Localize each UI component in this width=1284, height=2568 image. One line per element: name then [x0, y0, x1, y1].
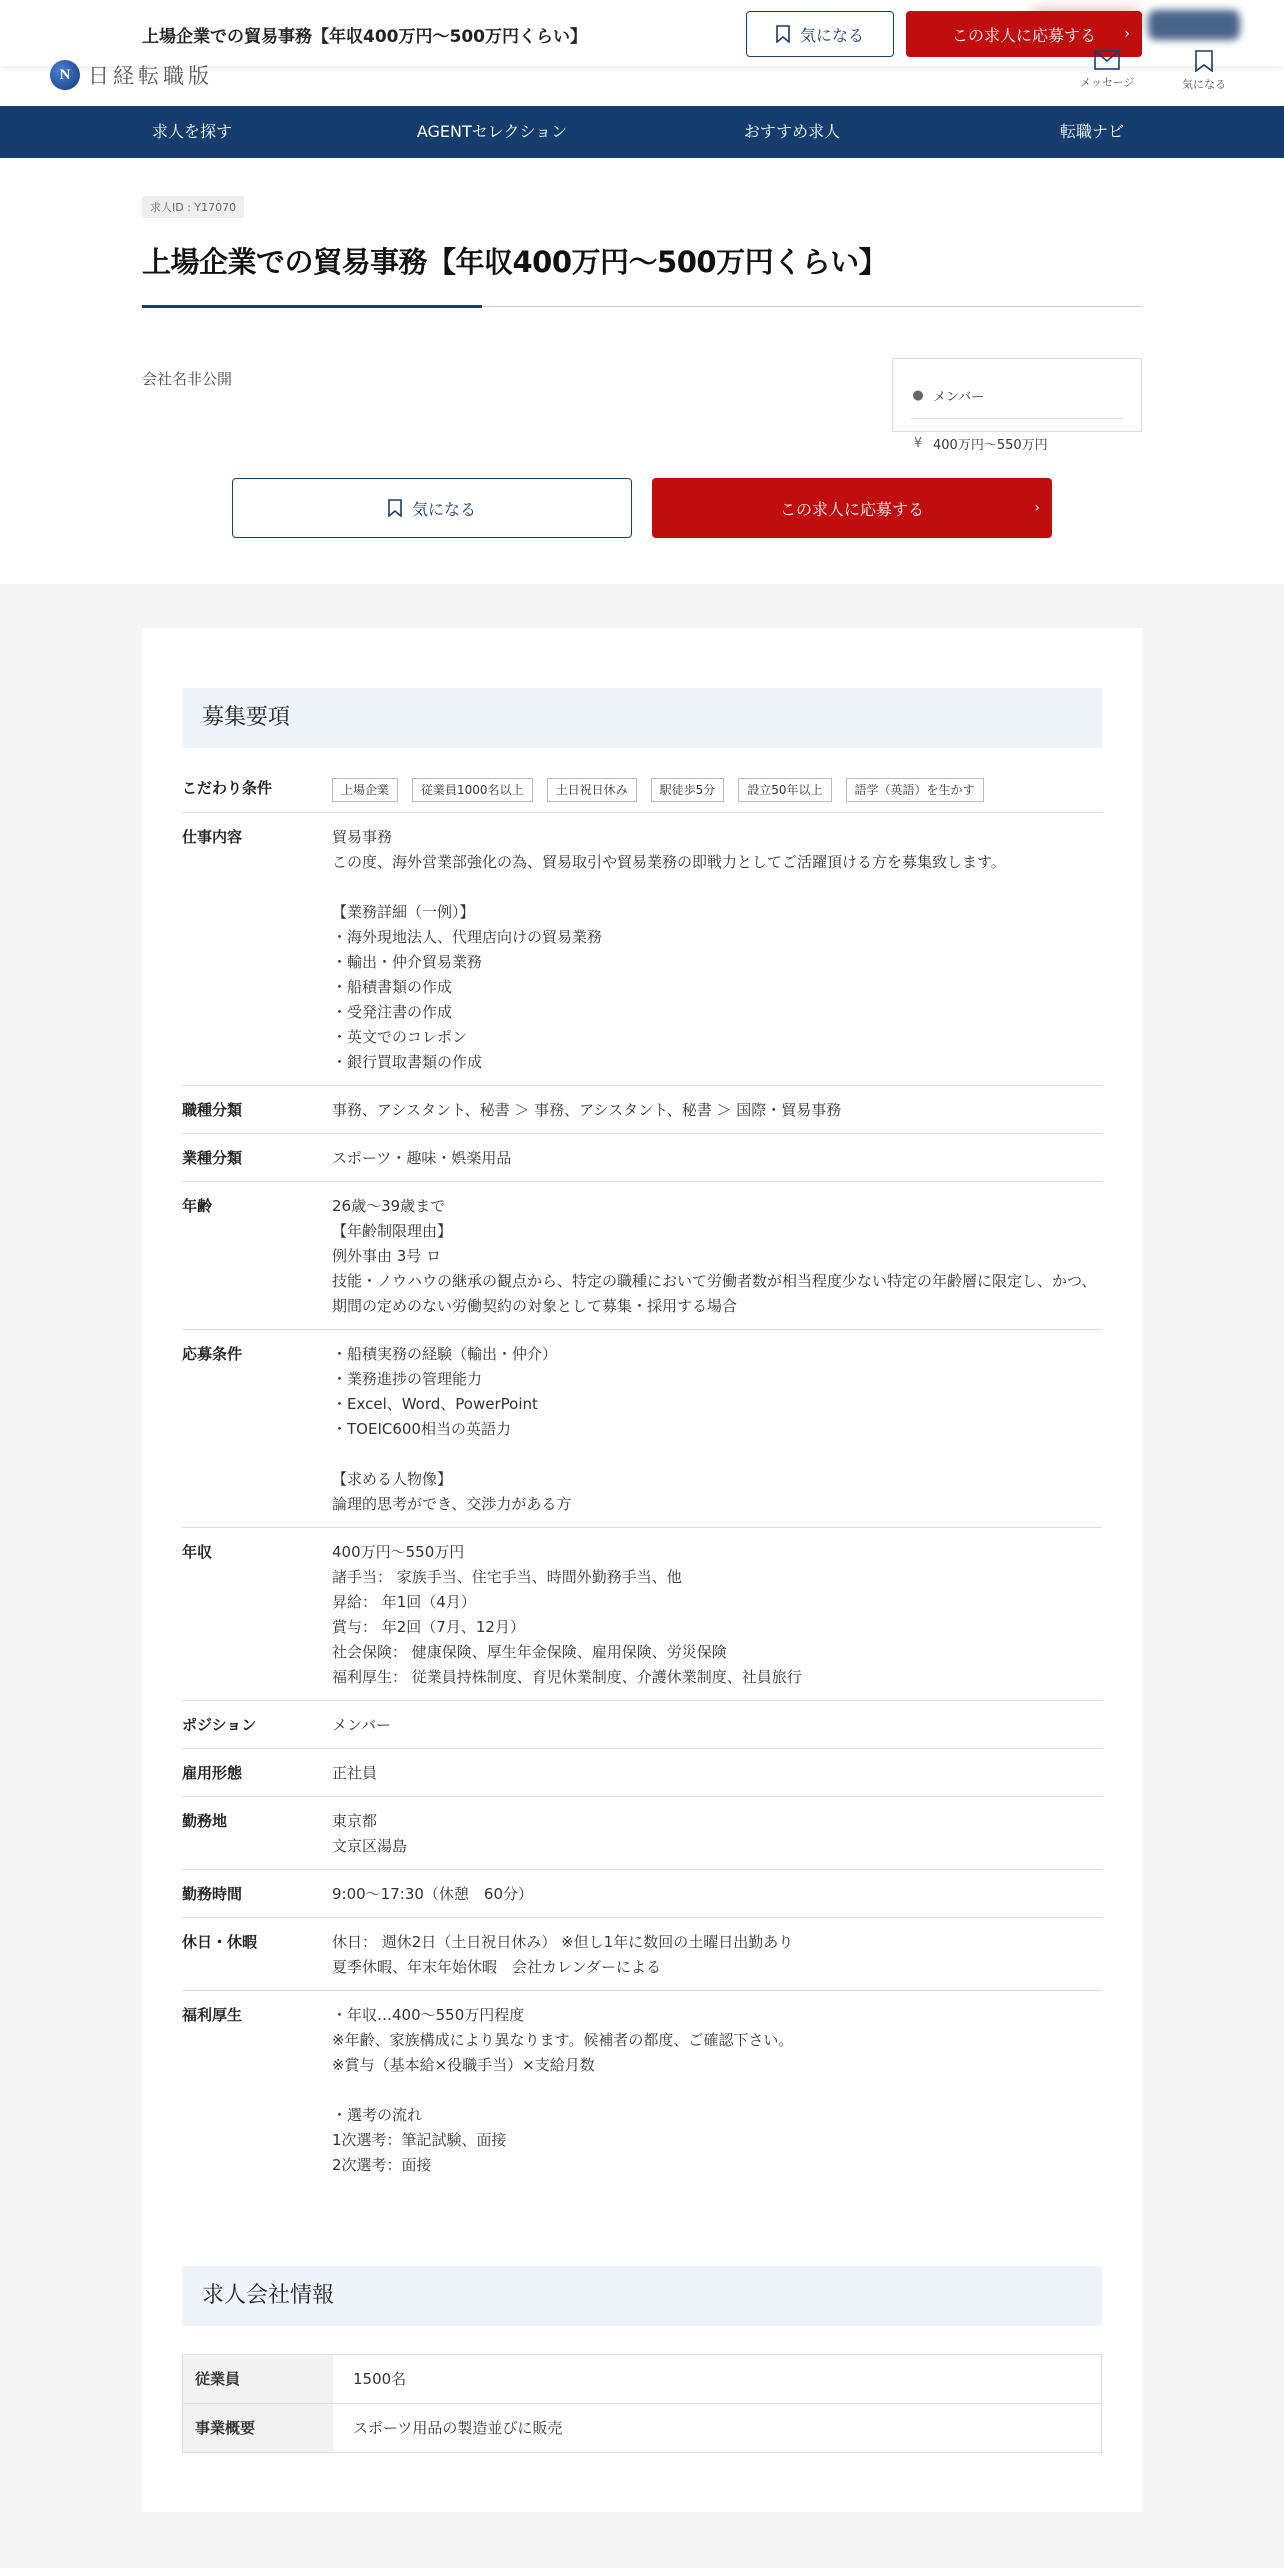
company-info-table	[182, 2354, 1102, 2453]
page-title: 上場企業での貿易事務【年収400万円～500万円くらい】	[142, 245, 888, 279]
bookmark-icon	[776, 25, 790, 43]
table-row	[182, 1749, 1102, 1797]
header-favorite-label: 気になる	[1182, 78, 1226, 91]
condition-tags	[332, 776, 1102, 802]
job-summary-box	[892, 358, 1142, 453]
header-message-label: メッセージ	[1080, 76, 1135, 89]
row-label: 仕事内容	[182, 828, 243, 846]
row-value: 正社員	[332, 1764, 378, 1782]
row-value: 貿易事務 この度、海外営業部強化の為、貿易取引や貿易業務の即戦力としてご活躍頂ける方を募集致します。 【業務詳細（一例）】 ・海外現地法人、代理店向けの貿易業務 ・輸出・仲介貿易業務 ・船積書類の作成 ・受発注書の作成 ・英文でのコレポン ・銀行買取書類の作成	[332, 828, 1006, 1071]
sticky-job-title: 上場企業での貿易事務【年収400万円～500万円くらい】	[142, 27, 587, 47]
condition-tag: 設立50年以上	[738, 778, 831, 802]
row-value: メンバー	[332, 1716, 391, 1734]
job-id-badge: 求人ID : Y17070	[142, 196, 244, 218]
site-logo[interactable]	[50, 60, 213, 90]
table-row	[182, 813, 1102, 1086]
chevron-right-icon: ›	[1034, 500, 1040, 516]
logo-text: 日経転職版	[88, 64, 213, 88]
sticky-favorite-button[interactable]	[746, 11, 894, 57]
row-label: 年齢	[182, 1197, 213, 1215]
row-label: 雇用形態	[182, 1764, 243, 1782]
header-favorite-link[interactable]	[1182, 50, 1226, 92]
condition-tag: 従業員1000名以上	[412, 778, 533, 802]
row-value: 1500名	[353, 2370, 407, 2388]
apply-label: この求人に応募する	[779, 499, 924, 519]
row-value: 休日： 週休2日（土日祝日休み） ※但し1年に数回の土曜日出勤あり 夏季休暇、年末年始休暇 会社カレンダーによる	[332, 1933, 794, 1976]
sticky-apply-label: この求人に応募する	[951, 25, 1096, 45]
nav-item-recommended[interactable]: おすすめ求人	[743, 122, 841, 141]
company-name: 会社名非公開	[142, 370, 233, 388]
table-row	[182, 1701, 1102, 1749]
table-row	[182, 1918, 1102, 1991]
row-value: 東京都 文京区湯島	[332, 1812, 408, 1855]
row-value: 9:00～17:30（休憩 60分）	[332, 1885, 533, 1903]
title-divider-accent	[142, 305, 482, 308]
nav-item-agent-selection[interactable]: AGENTセレクション	[416, 122, 568, 141]
logo-mark: N	[50, 60, 80, 90]
row-label: 勤務時間	[182, 1885, 243, 1903]
bookmark-icon	[388, 499, 402, 517]
table-row	[182, 1797, 1102, 1870]
row-label: 年収	[182, 1543, 213, 1561]
row-value: 事務、アシスタント、秘書 ＞ 事務、アシスタント、秘書 ＞ 国際・貿易事務	[332, 1101, 842, 1119]
table-row	[182, 1528, 1102, 1701]
blurred-decoration	[1148, 10, 1240, 40]
row-value: ・年収…400～550万円程度 ※年齢、家族構成により異なります。候補者の都度、ご確認下さい。 ※賞与（基本給×役職手当）×支給月数 ・選考の流れ 1次選考：筆記試験、面接 2次選考：面接	[332, 2006, 794, 2174]
row-label: 勤務地	[182, 1812, 228, 1830]
summary-position: メンバー	[933, 390, 985, 405]
condition-tag: 上場企業	[332, 778, 398, 802]
yen-icon: ¥	[913, 436, 923, 451]
row-label: 職種分類	[182, 1101, 243, 1119]
summary-salary: 400万円～550万円	[933, 438, 1048, 453]
condition-tag: 駅徒歩5分	[651, 778, 725, 802]
row-label: ポジション	[182, 1716, 257, 1734]
table-row	[182, 1870, 1102, 1918]
envelope-icon	[1094, 50, 1120, 70]
table-row	[182, 1991, 1102, 2188]
row-label: 福利厚生	[182, 2006, 243, 2024]
nav-item-search[interactable]: 求人を探す	[151, 122, 232, 141]
table-row	[182, 1182, 1102, 1330]
row-label: 業種分類	[182, 1149, 243, 1167]
table-row	[183, 2404, 1101, 2452]
row-label: 事業概要	[183, 2404, 333, 2452]
section-heading-company-info: 求人会社情報	[182, 2266, 1102, 2326]
apply-button[interactable]	[652, 478, 1052, 538]
sticky-favorite-label: 気になる	[799, 25, 864, 45]
row-label: こだわり条件	[182, 779, 273, 797]
global-nav	[0, 106, 1284, 158]
header-message-link[interactable]	[1080, 50, 1134, 90]
row-label: 応募条件	[182, 1345, 243, 1363]
table-row	[183, 2355, 1101, 2404]
job-detail-card	[142, 628, 1142, 2512]
row-value: 400万円～550万円 諸手当： 家族手当、住宅手当、時間外勤務手当、他 昇給： 年1回（4月） 賞与： 年2回（7月、12月） 社会保険： 健康保険、厚生年金保険、雇用保険、労災保険 福利厚生： 従業員持株制度、育児休業制度、介護休業制度、社員旅行	[332, 1543, 802, 1686]
row-value: スポーツ用品の製造並びに販売	[353, 2419, 563, 2437]
favorite-label: 気になる	[411, 499, 476, 519]
condition-tag: 語学（英語）を生かす	[846, 778, 984, 802]
recruitment-table	[182, 764, 1102, 2188]
table-row	[182, 1134, 1102, 1182]
table-row	[182, 1086, 1102, 1134]
row-label: 休日・休暇	[182, 1933, 258, 1951]
row-label: 従業員	[183, 2355, 333, 2403]
table-row	[182, 1330, 1102, 1528]
chevron-right-icon: ›	[1124, 26, 1130, 42]
row-value: ・船積実務の経験（輸出・仲介） ・業務進捗の管理能力 ・Excel、Word、PowerPoint ・TOEIC600相当の英語力 【求める人物像】 論理的思考ができ、交渉力がある方	[332, 1345, 572, 1513]
bookmark-icon	[1195, 50, 1213, 72]
condition-tag: 土日祝日休み	[547, 778, 637, 802]
favorite-button[interactable]	[232, 478, 632, 538]
person-icon: ●	[912, 388, 924, 403]
row-value: スポーツ・趣味・娯楽用品	[332, 1149, 512, 1167]
section-heading-recruitment: 募集要項	[182, 688, 1102, 748]
nav-item-career-navi[interactable]: 転職ナビ	[1059, 122, 1124, 141]
row-value: 26歳～39歳まで 【年齢制限理由】 例外事由 3号 ロ 技能・ノウハウの継承の観点から、特定の職種において労働者数が相当程度少ない特定の年齢層に限定し、かつ、 期間の定めのない労働契約の対象として募集・採用する場合	[332, 1197, 1097, 1315]
table-row	[182, 764, 1102, 813]
